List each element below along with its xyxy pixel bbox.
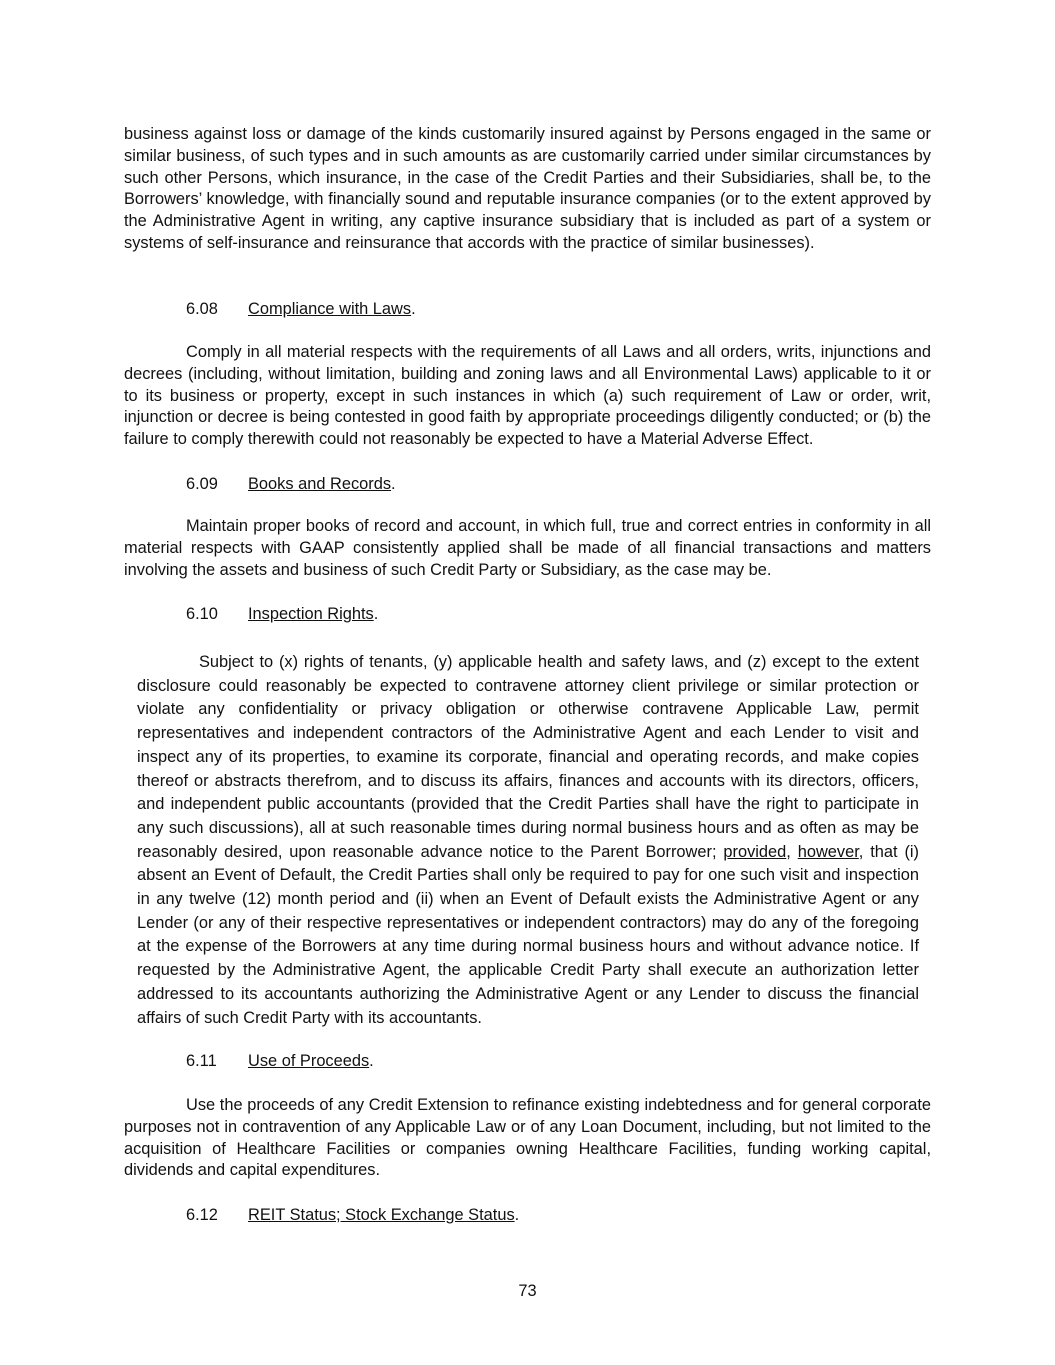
insurance-paragraph: business against loss or damage of the kinds customarily insured against by Persons engaged in the same or similar business, of such types and in such amounts as are customarily carried under similar circumstances by such other Persons, which insurance, in the case of the Credit Parties and their Subsidiaries, shall be, to the Borrowers’ knowledge, with financially sound and reputable insurance companies (or to the extent approved by the Administrative Agent in writing, any captive insurance subsidiary that is included as part of a system or systems of self-insurance and reinsurance that accords with the practice of similar businesses).: [124, 125, 931, 252]
section-title: Books and Records: [248, 475, 392, 493]
section-title: Inspection Rights: [248, 605, 374, 623]
section-heading-6-11: 6.11 Use of Proceeds.: [186, 1051, 374, 1073]
however-term: however: [797, 842, 859, 861]
section-body-6-11: Use the proceeds of any Credit Extension to refinance existing indebtedness and for general corporate purposes not in contravention of any Applicable Law or of any Loan Document, including, but not limited to the acquisition of Healthcare Facilities or companies owning Healthcare Facilities, funding working capital, dividends and capital expenditures.: [124, 1096, 931, 1180]
section-body-6-10: Subject to (x) rights of tenants, (y) applicable health and safety laws, and (z) except to the extent disclosure could reasonably be expected to contravene attorney client privilege or similar protection or violate any confidentiality or privacy obligation or otherwise contravene Applicable Law, permit representatives and independent contractors of the Administrative Agent and each Lender to visit and inspect any of its properties, to examine its corporate, financial and operating records, and make copies thereof or abstracts therefrom, and to discuss its affairs, finances and accounts with its directors, officers, and independent public accountants (provided that the Credit Parties shall have the right to participate in any such discussions), all at such reasonable times during normal business hours and as often as may be reasonably desired, upon reasonable advance notice to the Parent Borrower; provided, however, that (i) absent an Event of Default, the Credit Parties shall only be required to pay for one such visit and inspection in any twelve (12) month period and (ii) when an Event of Default exists the Administrative Agent or any Lender (or any of their respective representatives or independent contractors) may do any of the foregoing at the expense of the Borrowers at any time during normal business hours and without advance notice. If requested by the Administrative Agent, the applicable Credit Party shall execute an authorization letter addressed to its accountants authorizing the Administrative Agent or any Lender to discuss the financial affairs of such Credit Party with its accountants.: [137, 653, 919, 1027]
section-body-part: Subject to (x) rights of tenants, (y) applicable health and safety laws, and (z) except to the extent disclosure could reasonably be expected to contravene attorney client privilege or similar protection or violate any confidentiality or privacy obligation or otherwise contravene Applicable Law, permit representatives and independent contractors of the Administrative Agent and each Lender to visit and inspect any of its properties, to examine its corporate, financial and operating records, and make copies thereof or abstracts therefrom, and to discuss its affairs, finances and accounts with its directors, officers, and independent public accountants (provided that the Credit Parties shall have the right to participate in any such discussions), all at such reasonable times during normal business hours and as often as may be reasonably desired, upon reasonable advance notice to the Parent Borrower;: [137, 653, 919, 861]
section-body-part: , that (i) absent an Event of Default, the Credit Parties shall only be required to pay for one such visit and inspection in any twelve (12) month period and (ii) when an Event of Default exists the Administrative Agent or any Lender (or any of their respective representatives or independent contractors) may do any of the foregoing at the expense of the Borrowers at any time during normal business hours and without advance notice. If requested by the Administrative Agent, the applicable Credit Party shall execute an authorization letter addressed to its accountants authorizing the Administrative Agent or any Lender to discuss the financial affairs of such Credit Party with its accountants.: [137, 842, 919, 1027]
section-title: Compliance with Laws: [248, 300, 412, 318]
section-body-6-08: Comply in all material respects with the requirements of all Laws and all orders, writs, injunctions and decrees (including, without limitation, building and zoning laws and all Environmental Laws) applicable to it or to its business or property, except in such instances in which (a) such requirement of Law or order, writ, injunction or decree is being contested in good faith by appropriate proceedings diligently conducted; or (b) the failure to comply therewith could not reasonably be expected to have a Material Adverse Effect.: [124, 343, 931, 449]
section-number: 6.08: [186, 300, 218, 318]
section-heading-6-08: 6.08 Compliance with Laws.: [186, 299, 416, 321]
section-number: 6.09: [186, 475, 218, 493]
section-number: 6.11: [186, 1052, 217, 1070]
section-number: 6.12: [186, 1206, 218, 1224]
page-number: 73: [518, 1282, 537, 1300]
section-heading-6-12: 6.12 REIT Status; Stock Exchange Status.: [186, 1205, 519, 1227]
provided-term: provided: [723, 842, 787, 861]
section-heading-6-10: 6.10 Inspection Rights.: [186, 604, 378, 626]
section-heading-6-09: 6.09 Books and Records.: [186, 474, 396, 496]
section-number: 6.10: [186, 605, 218, 623]
section-title: Use of Proceeds: [248, 1052, 370, 1070]
section-title: REIT Status; Stock Exchange Status: [248, 1206, 515, 1224]
section-body-6-09: Maintain proper books of record and account, in which full, true and correct entries in conformity in all material respects with GAAP consistently applied shall be made of all financial transactions and matters involving the assets and business of such Credit Party or Subsidiary, as the case may be.: [124, 517, 931, 579]
